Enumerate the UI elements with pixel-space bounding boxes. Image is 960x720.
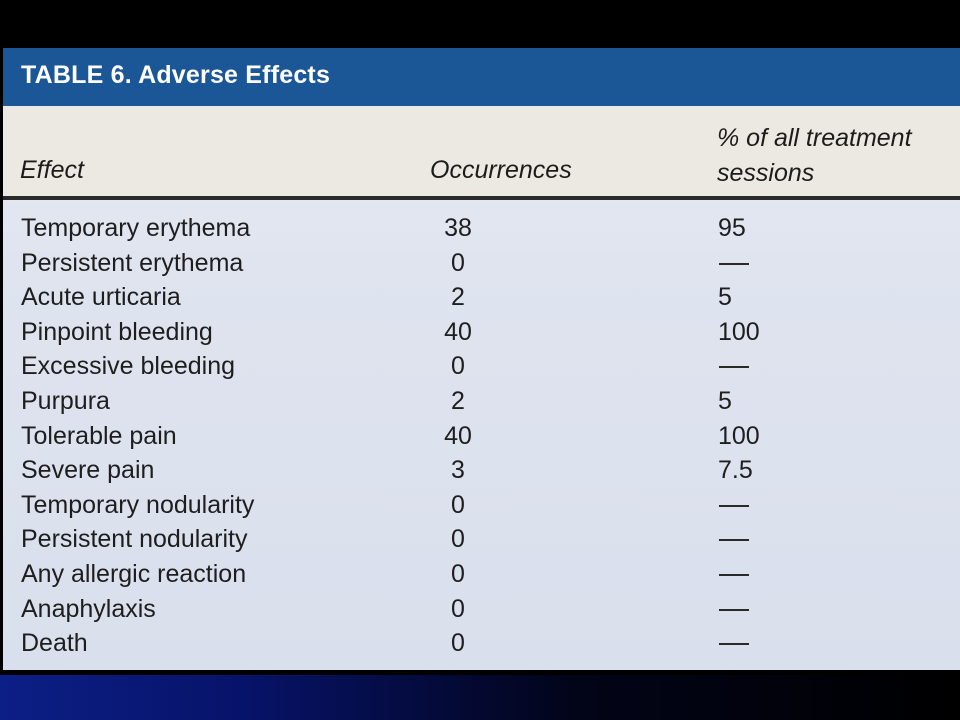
cell-percent: 95 (718, 214, 746, 242)
column-header-percent (717, 121, 912, 191)
cell-percent-dash (719, 539, 749, 541)
cell-effect: Severe pain (21, 456, 155, 485)
table-row (3, 384, 960, 419)
cell-effect: Pinpoint bleeding (21, 317, 213, 346)
table-row (3, 592, 960, 627)
cell-effect: Anaphylaxis (21, 594, 156, 623)
cell-occurrences: 2 (451, 386, 465, 415)
table-title-bar (3, 48, 960, 106)
column-header-occurrences: Occurrences (430, 156, 572, 184)
table-row (3, 211, 960, 246)
cell-occurrences: 0 (451, 248, 465, 277)
cell-occurrences: 0 (451, 352, 465, 381)
cell-percent: 5 (718, 283, 732, 312)
cell-effect: Tolerable pain (21, 421, 177, 450)
table-row (3, 522, 960, 557)
table-row (3, 419, 960, 454)
table-row (3, 315, 960, 350)
column-header-percent-line2: sessions (717, 159, 815, 187)
table-row (3, 349, 960, 384)
cell-percent-dash (719, 574, 749, 576)
table-title: TABLE 6. Adverse Effects (21, 61, 331, 89)
cell-occurrences: 0 (451, 559, 465, 588)
table-body (3, 211, 960, 661)
table-row (3, 453, 960, 488)
table-row (3, 626, 960, 661)
column-header-percent-line1: % of all treatment (717, 124, 912, 152)
cell-percent: 5 (718, 386, 732, 415)
slide-bottom-bar (0, 675, 960, 720)
cell-occurrences: 40 (444, 421, 472, 450)
cell-occurrences: 0 (451, 525, 465, 554)
cell-effect: Persistent erythema (21, 248, 244, 277)
cell-effect: Acute urticaria (21, 283, 181, 312)
cell-occurrences: 0 (451, 490, 465, 519)
table-row (3, 280, 960, 315)
cell-effect: Excessive bleeding (21, 352, 236, 381)
cell-percent: 100 (718, 421, 760, 450)
cell-occurrences: 3 (451, 456, 465, 485)
cell-occurrences: 0 (451, 594, 465, 623)
cell-percent-dash (719, 643, 749, 645)
cell-effect: Death (21, 629, 88, 658)
cell-effect: Purpura (21, 386, 110, 415)
cell-effect: Temporary nodularity (21, 490, 255, 519)
cell-occurrences: 40 (444, 317, 472, 346)
table-row (3, 557, 960, 592)
cell-percent-dash (719, 366, 749, 368)
cell-occurrences: 38 (444, 214, 472, 242)
cell-percent-dash (719, 263, 749, 265)
cell-percent: 7.5 (718, 456, 753, 485)
cell-percent: 100 (718, 317, 760, 346)
table-row (3, 488, 960, 523)
cell-effect: Persistent nodularity (21, 525, 248, 554)
cell-percent-dash (719, 505, 749, 507)
cell-percent-dash (719, 609, 749, 611)
table-row (3, 246, 960, 281)
header-divider (3, 196, 960, 200)
cell-effect: Temporary erythema (21, 214, 251, 242)
column-header-effect: Effect (20, 156, 84, 184)
cell-occurrences: 0 (451, 629, 465, 658)
cell-occurrences: 2 (451, 283, 465, 312)
cell-effect: Any allergic reaction (21, 559, 247, 588)
adverse-effects-table (3, 48, 960, 670)
